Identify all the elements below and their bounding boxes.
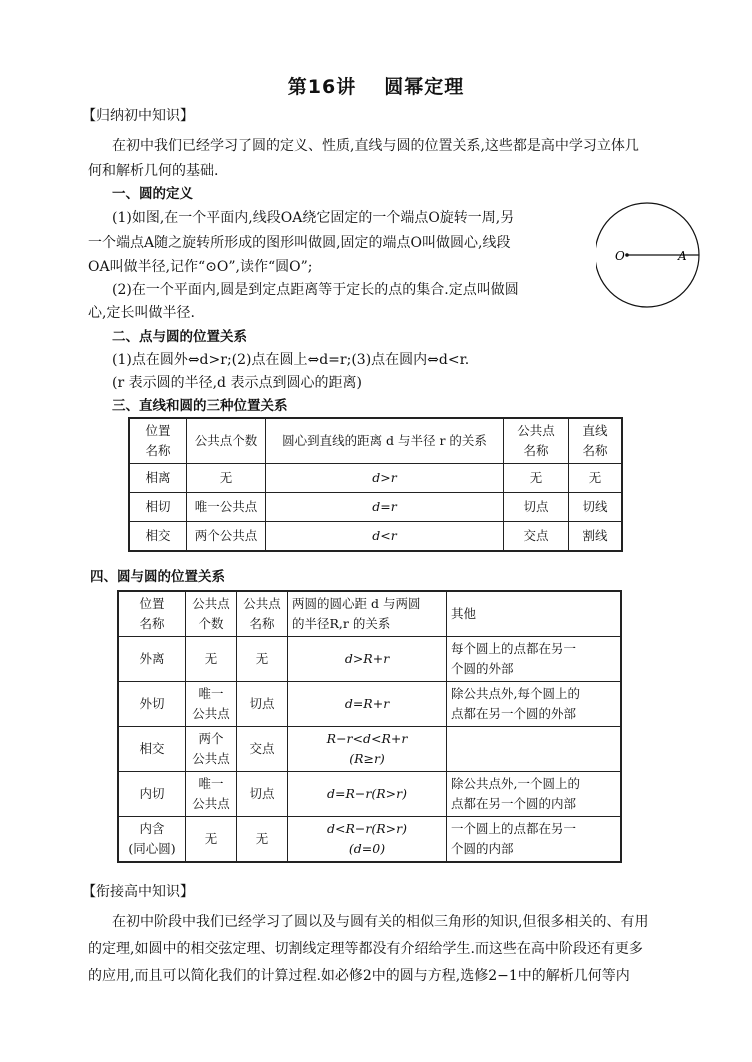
table-cell: 除公共点外,一个圆上的 点都在另一个圆的内部 [447,772,622,817]
table-cell: 相离 [129,464,187,493]
lecture-number: 第16讲 [287,76,357,98]
th-point-name: 公共点 名称 [504,418,569,464]
table-header-row [129,418,622,464]
table-cell: 唯一 公共点 [186,772,237,817]
table-cell: 外离 [118,637,186,682]
page-title [0,72,752,99]
table-cell: 无 [569,464,623,493]
point-label-a: A [678,249,687,263]
line-circle-table [128,417,623,552]
th-relation: 圆心到直线的距离 d 与半径 r 的关系 [266,418,504,464]
s2-line-1: (1)点在圆外⇔d>r;(2)点在圆上⇔d=r;(3)点在圆内⇔d<r. [112,352,470,368]
table-cell: d=R−r(R>r) [288,772,447,817]
table-cell: 切点 [237,772,288,817]
table-cell: 割线 [569,522,623,552]
table-cell: 交点 [237,727,288,772]
table-cell: 内含 (同心圆) [118,817,186,863]
table-cell: 外切 [118,682,186,727]
outro-line-3: 的应用,而且可以简化我们的计算过程.如必修2中的圆与方程,选修2−1中的解析几何等内 [88,968,630,984]
table-cell: 无 [237,637,288,682]
th-line-name: 直线 名称 [569,418,623,464]
table-cell: 两个 公共点 [186,727,237,772]
table-cell: 内切 [118,772,186,817]
circle-figure [596,200,706,310]
table-cell: 切线 [569,493,623,522]
table-cell: 相交 [118,727,186,772]
th-relation: 两圆的圆心距 d 与两圆 的半径R,r 的关系 [288,591,447,637]
s1-line-1: (1)如图,在一个平面内,线段OA绕它固定的一个端点O旋转一周,另 [112,210,515,226]
intro-line-1: 在初中我们已经学习了圆的定义、性质,直线与圆的位置关系,这些都是高中学习立体几 [112,138,639,154]
s1-line-2: 一个端点A随之旋转所形成的图形叫做圆,固定的端点O叫做圆心,线段 [88,235,511,251]
table-row [118,727,621,772]
outro-line-2: 的定理,如圆中的相交弦定理、切割线定理等都没有介绍给学生.而这些在高中阶段还有更多 [88,941,643,957]
table-row [129,493,622,522]
table-cell: d<R−r(R>r) (d=0) [288,817,447,863]
table-header-row [118,591,621,637]
table-cell: d=r [266,493,504,522]
table-cell: d<r [266,522,504,552]
th-position: 位置 名称 [118,591,186,637]
table-cell: d>R+r [288,637,447,682]
s1-line-3: OA叫做半径,记作“⊙O”,读作“圆O”; [88,259,313,275]
table-cell: d=R+r [288,682,447,727]
s1-line-4: (2)在一个平面内,圆是到定点距离等于定长的点的集合.定点叫做圆 [112,282,519,298]
table-row [118,772,621,817]
s1-heading: 一、圆的定义 [112,186,193,202]
table-cell: 无 [186,637,237,682]
circle-circle-table [117,590,622,863]
table-row [129,522,622,552]
table-cell: 无 [237,817,288,863]
section-link-label: 【衔接高中知识】 [82,884,194,900]
center-point [625,253,629,257]
s2-heading: 二、点与圆的位置关系 [112,329,247,345]
table-cell: 交点 [504,522,569,552]
table-row [118,637,621,682]
center-label-o: O [615,249,625,263]
table-cell: 切点 [237,682,288,727]
table-cell: 一个圆上的点都在另一 个圆的内部 [447,817,622,863]
s4-heading: 四、圆与圆的位置关系 [90,569,225,585]
th-other: 其他 [447,591,622,637]
th-count: 公共点个数 [187,418,266,464]
table-cell: 唯一 公共点 [186,682,237,727]
table-cell: 无 [504,464,569,493]
table-cell: 除公共点外,每个圆上的 点都在另一个圆的外部 [447,682,622,727]
table-cell: 切点 [504,493,569,522]
th-position: 位置 名称 [129,418,187,464]
table-cell: 唯一公共点 [187,493,266,522]
table-cell: 两个公共点 [187,522,266,552]
table-cell: 相交 [129,522,187,552]
table-row [118,817,621,863]
s3-heading: 三、直线和圆的三种位置关系 [112,398,288,414]
lecture-name: 圆幂定理 [384,76,465,98]
table-cell: 相切 [129,493,187,522]
table-cell: 每个圆上的点都在另一 个圆的外部 [447,637,622,682]
th-point-name: 公共点 名称 [237,591,288,637]
table-cell: d>r [266,464,504,493]
section-review-label: 【归纳初中知识】 [82,108,194,124]
table-cell [447,727,622,772]
s1-line-5: 心,定长叫做半径. [88,305,195,321]
table-cell: 无 [186,817,237,863]
th-count: 公共点 个数 [186,591,237,637]
table-cell: R−r<d<R+r (R≥r) [288,727,447,772]
table-row [129,464,622,493]
intro-line-2: 何和解析几何的基础. [88,163,219,179]
s2-line-2: (r 表示圆的半径,d 表示点到圆心的距离) [112,375,362,391]
table-cell: 无 [187,464,266,493]
outro-line-1: 在初中阶段中我们已经学习了圆以及与圆有关的相似三角形的知识,但很多相关的、有用 [112,914,649,930]
table-row [118,682,621,727]
